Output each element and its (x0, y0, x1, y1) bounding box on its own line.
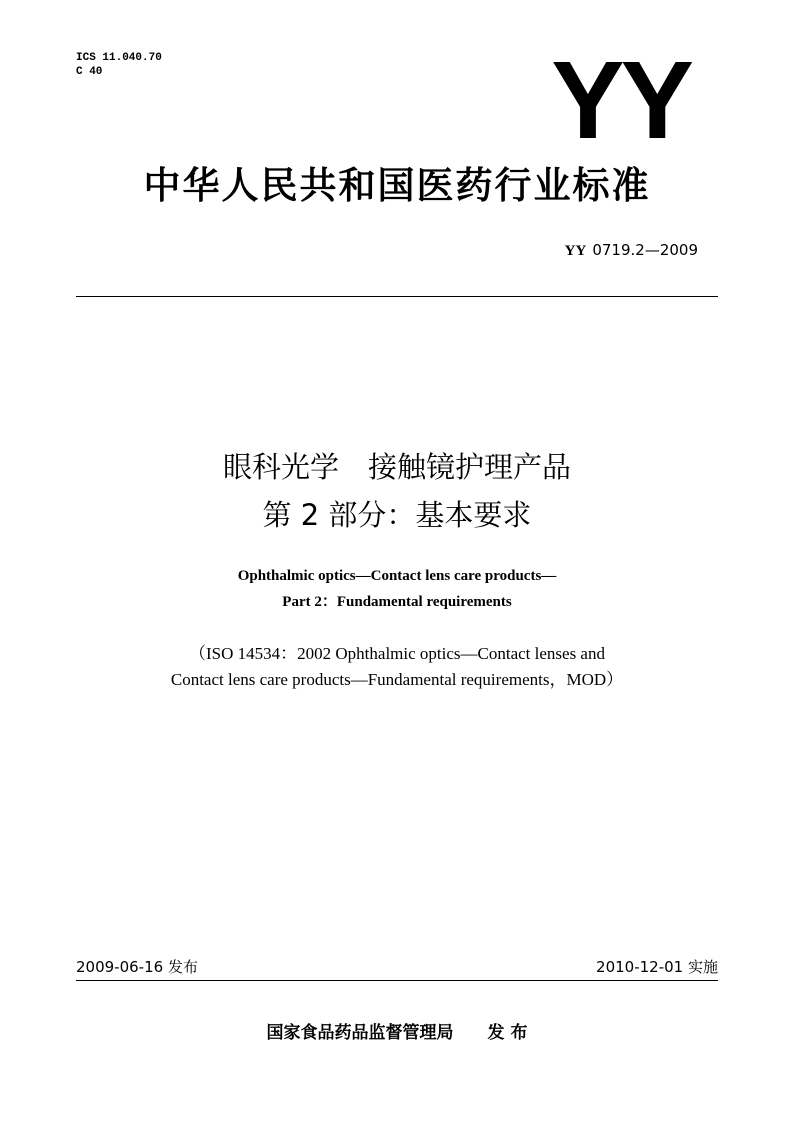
ccs-code: C 40 (76, 66, 103, 78)
standard-code-prefix: YY (564, 243, 587, 259)
iso-reference-line-1: （ISO 14534：2002 Ophthalmic optics—Contact lenses and (189, 644, 605, 663)
iso-reference-line-2: Contact lens care products—Fundamental requirements，MOD） (170, 670, 624, 689)
chinese-title-line-1: 眼科光学 接触镜护理产品 (222, 450, 571, 484)
classification-codes (76, 51, 162, 79)
top-divider (76, 296, 718, 297)
bottom-divider (76, 980, 718, 981)
yy-logo: YY (551, 39, 690, 162)
implementation-date: 2010-12-01 实施 (596, 958, 718, 976)
publisher: 国家食品药品监督管理局 发 布 (266, 1023, 528, 1043)
chinese-title-line-2: 第 2 部分：基本要求 (262, 498, 532, 532)
english-title-line-1: Ophthalmic optics—Contact lens care products— (237, 568, 557, 584)
issue-date: 2009-06-16 发布 (76, 958, 198, 976)
standard-code-number: 0719.2—2009 (592, 241, 698, 259)
ics-code: ICS 11.040.70 (76, 52, 162, 64)
standard-code (565, 240, 698, 261)
english-title-line-2: Part 2：Fundamental requirements (282, 594, 512, 610)
organization-title: 中华人民共和国医药行业标准 (143, 164, 651, 207)
